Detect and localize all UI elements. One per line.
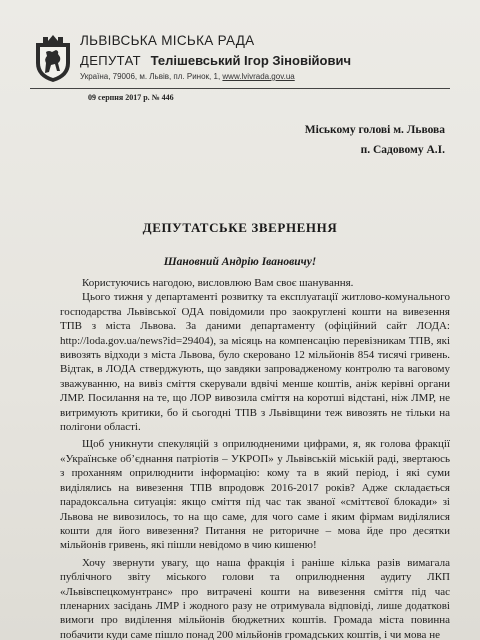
letter-body — [60, 276, 450, 640]
address — [80, 72, 295, 81]
address-text: Україна, 79006, м. Львів, пл. Ринок, 1, — [80, 72, 221, 81]
lviv-lion-crest-icon — [34, 33, 72, 83]
paragraph: Цього тижня у департаменті розвитку та експлуатації житлово-комунального господарства Львівської ОДА повідомили про заокруглені кошти на вивезення ТПВ з міста Львова. За даними департаменту (офіційний сайт ЛОДА: http://loda.gov.ua/news?id=29404), за місяць на компенсацію перевізникам ТПВ, які вивозять відходи з міста Львова, було скеровано 12 мільйонів 854 тисячі гривень. Відтак, в ЛОДА стверджують, що завдяки запровадженому контролю та ваговому зважуванню, на вивіз сміття скерували вдвічі менше коштів, аніж керівні органи ЛМР. Посилання на те, що ЛОР вивозила сміття на коротші відстані, ніж ЛМР, не витримують критики, бо й сьогодні ТПВ з Львівщини теж вивозять не тільки на полігони області. — [60, 291, 450, 434]
addressee-line-1: Міському голові м. Львова — [304, 124, 445, 136]
addressee-block — [305, 120, 445, 160]
paragraph: Хочу звернути увагу, що наша фракція і раніше кілька разів вимагала публічного звіту міського голови та оприлюднення аудиту ЛКП «Львівспецкомунтранс» про витрачені кошти на вивезення сміття під час пленарних засідань ЛМР і жодного разу не отримувала відповіді, лише додаткові вимоги про виділення мільйонів бюджетних коштів. Громада міста повинна побачити куди саме пішло понад 200 мільйонів громадських коштів, і чи мова не — [60, 556, 450, 640]
greeting: Шановний Андрію Івановичу! — [163, 256, 317, 268]
council-name: ЛЬВІВСЬКА МІСЬКА РАДА — [80, 33, 255, 48]
deputy-label: ДЕПУТАТ — [80, 53, 141, 68]
deputy-line — [80, 53, 351, 68]
reference-number: 09 серпня 2017 р. № 446 — [88, 93, 174, 102]
paragraph: Користуючись нагодою, висловлюю Вам своє шанування. — [82, 277, 354, 289]
document-title: ДЕПУТАТСЬКЕ ЗВЕРНЕННЯ — [142, 220, 338, 235]
header-divider — [30, 88, 450, 89]
addressee-line-2: п. Садовому А.І. — [360, 144, 445, 156]
deputy-name: Телішевський Ігор Зіновійович — [150, 53, 352, 68]
paragraph: Щоб уникнути спекуляцій з оприлюдненими цифрами, я, як голова фракції «Українське об’єднання патріотів – УКРОП» у Львівській міській раді, звертаюсь з проханням оприлюднити інформацію: кому та в який період, і які суми виділялись на вивезення ТПВ впродовж 2016-2017 років? Адже складається парадоксальна ситуація: якщо сміття під час так званої «сміттєвої блокади» зі Львова не вивозилось, то на що саме, для чого саме і яким фірмам виділялися кошти для його вивезення? Питання не риторичне – мова йде про десятки мільйонів гривень, які пішли невідомо в чию кишеню! — [60, 438, 450, 552]
website-link[interactable]: www.lvivrada.gov.ua — [222, 72, 295, 81]
